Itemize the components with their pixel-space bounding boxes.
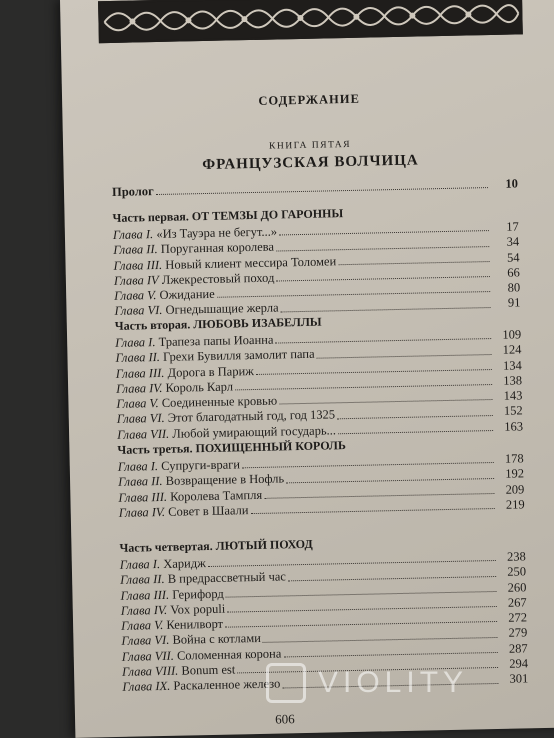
chapter-row: Глава I. Супруги-враги 178 bbox=[117, 451, 524, 474]
part-title: Часть третья. ПОХИЩЕННЫЙ КОРОЛЬ bbox=[117, 438, 346, 457]
chapter-row: Глава III. Новый клиент мессира Толомеи 54 bbox=[113, 250, 520, 273]
chapter-row: Глава V. Соединенные кровью 143 bbox=[116, 388, 523, 412]
chapter-row: Глава II. Грехи Бувилля замолит папа 124 bbox=[115, 342, 522, 366]
chapter-row: Глава IX. Раскаленное железо 301 bbox=[122, 671, 529, 695]
watermark-logo-icon bbox=[266, 663, 306, 703]
chapter-row: Глава V. Ожидание 80 bbox=[114, 280, 521, 304]
chapter-row: Глава III. Королева Тампля 209 bbox=[118, 481, 525, 505]
chapter-row: Глава IV. Vox populi 267 bbox=[120, 595, 527, 618]
chapter-row: Глава II. В предрассветный час 250 bbox=[120, 564, 527, 588]
book-title: ФРАНЦУЗСКАЯ ВОЛЧИЦА bbox=[202, 152, 419, 174]
contents-title: СОДЕРЖАНИЕ bbox=[258, 91, 360, 108]
chapter-row: Глава I. «Из Тауэра не бегут...» 17 bbox=[112, 219, 519, 242]
chapter-row: Глава VI. Война с котлами 279 bbox=[121, 625, 528, 649]
chapter-row: Глава V. Кенилворт 272 bbox=[120, 610, 528, 634]
chapter-row: Глава III. Дорога в Париж 134 bbox=[115, 358, 522, 381]
part-title: Часть четвертая. ЛЮТЫЙ ПОХОД bbox=[119, 536, 313, 555]
chapter-row: Глава II. Поруганная королева 34 bbox=[113, 234, 520, 258]
chapter-row: Глава I. Харидж 238 bbox=[119, 549, 526, 572]
part-title: Часть вторая. ЛЮБОВЬ ИЗАБЕЛЛЫ bbox=[114, 314, 322, 333]
part-1 bbox=[112, 202, 520, 319]
part-2 bbox=[115, 310, 524, 443]
page-number: 606 bbox=[274, 711, 295, 727]
book-label: КНИГА ПЯТАЯ bbox=[269, 139, 352, 152]
chapter-row: Глава II. Возвращение в Нофль 192 bbox=[117, 466, 525, 490]
chapter-row: Глава III. Герифорд 260 bbox=[120, 579, 527, 603]
prologue-row bbox=[112, 176, 518, 200]
watermark-text: VIOLITY bbox=[318, 666, 469, 699]
ornament-pattern-icon bbox=[100, 0, 521, 41]
book-page bbox=[60, 0, 554, 738]
chapter-row: Глава VII. Соломенная корона 287 bbox=[121, 641, 528, 664]
chapter-row: Глава IV. Совет в Шаали 219 bbox=[118, 497, 525, 520]
chapter-row: Глава VII. Любой умирающий государь... 163 bbox=[116, 419, 524, 442]
chapter-row: Глава IV. Король Карл 138 bbox=[116, 373, 523, 396]
ornament-header bbox=[98, 0, 523, 43]
prologue-page: 10 bbox=[505, 176, 519, 191]
chapter-row: Глава VI. Огнедышащие жерла 91 bbox=[114, 295, 521, 319]
prologue-label: Пролог bbox=[111, 184, 154, 199]
chapter-row: Глава VIII. Bonum est 294 bbox=[121, 656, 529, 679]
chapter-row: Глава I. Трапеза папы Иоанна 109 bbox=[115, 327, 522, 350]
chapter-row: Глава IV Лжекрестовый поход 66 bbox=[113, 265, 520, 288]
chapter-row: Глава VI. Этот благодатный год, год 1325 152 bbox=[116, 403, 523, 427]
part-title: Часть первая. ОТ ТЕМЗЫ ДО ГАРОННЫ bbox=[112, 206, 344, 225]
part-3 bbox=[117, 434, 525, 521]
